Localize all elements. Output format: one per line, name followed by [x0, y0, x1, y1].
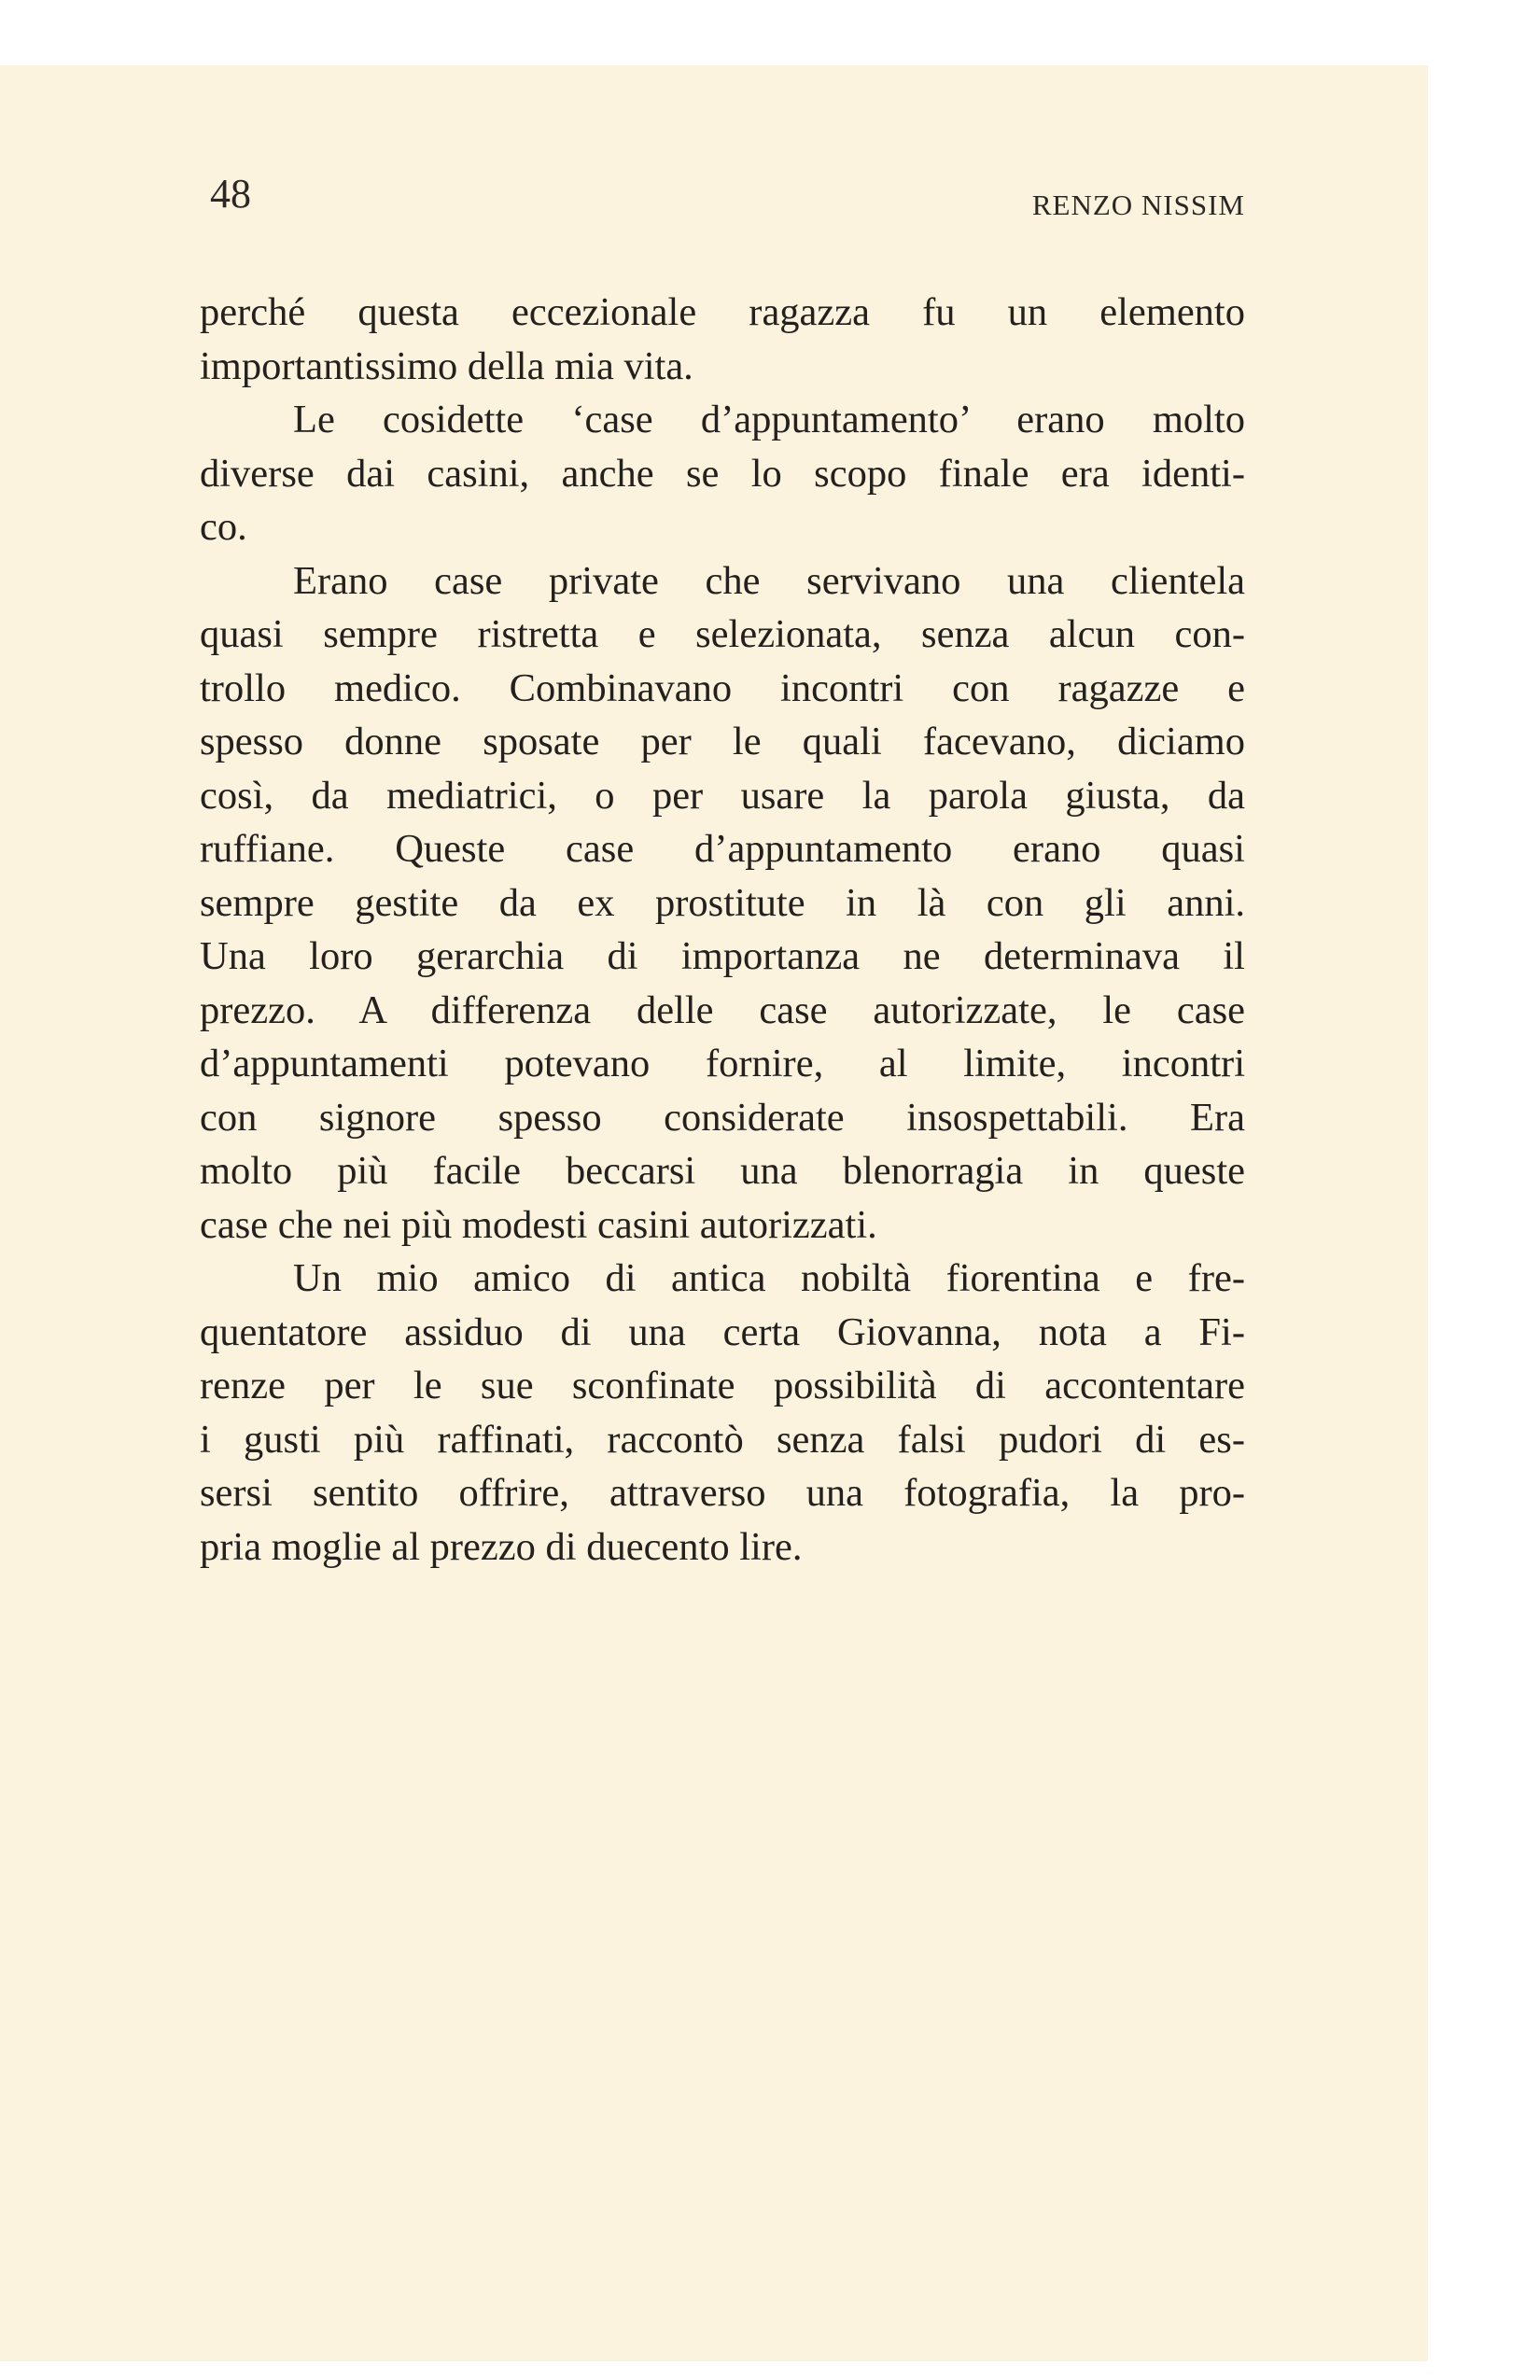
text-line: diverse dai casini, anche se lo scopo finale era identi- — [200, 451, 1245, 496]
text-line: Una loro gerarchia di importanza ne determinava il — [200, 934, 1245, 978]
body-text — [200, 286, 1245, 1574]
text-line: molto più facile beccarsi una blenorragia in queste — [200, 1149, 1245, 1193]
text-line: così, da mediatrici, o per usare la parola giusta, da — [200, 773, 1245, 818]
text-line: co. — [200, 505, 247, 549]
text-line: pria moglie al prezzo di duecento lire. — [200, 1524, 803, 1569]
text-line: Le cosidette ‘case d’appuntamento’ erano molto — [293, 398, 1245, 441]
running-head: RENZO NISSIM — [1031, 189, 1245, 221]
text-line: case che nei più modesti casini autorizzati. — [200, 1202, 877, 1247]
text-line: Un mio amico di antica nobiltà fiorentina e fre- — [293, 1256, 1245, 1300]
text-line: spesso donne sposate per le quali facevano, diciamo — [200, 720, 1245, 763]
text-line: sersi sentito offrire, attraverso una fotografia, la pro- — [200, 1471, 1245, 1515]
text-line: renze per le sue sconfinate possibilità di accontentare — [200, 1364, 1245, 1407]
text-line: sempre gestite da ex prostitute in là con gli anni. — [200, 880, 1245, 925]
paragraph — [200, 393, 1245, 554]
text-line: i gusti più raffinati, raccontò senza falsi pudori di es- — [200, 1417, 1245, 1462]
paragraph — [200, 554, 1245, 1253]
page-number: 48 — [210, 171, 251, 217]
paragraph — [200, 1252, 1245, 1574]
text-line: quasi sempre ristretta e selezionata, senza alcun con- — [200, 612, 1245, 656]
text-line: con signore spesso considerate insospettabili. Era — [200, 1095, 1245, 1140]
text-line: quentatore assiduo di una certa Giovanna, nota a Fi- — [200, 1309, 1245, 1354]
paragraph — [200, 286, 1245, 393]
text-line: d’appuntamenti potevano fornire, al limite, incontri — [200, 1042, 1245, 1085]
text-line: perché questa eccezionale ragazza fu un elemento — [200, 290, 1245, 334]
text-line: prezzo. A differenza delle case autorizzate, le case — [200, 987, 1245, 1032]
text-line: Erano case private che servivano una clientela — [293, 558, 1245, 603]
text-line: importantissimo della mia vita. — [200, 343, 693, 388]
text-line: trollo medico. Combinavano incontri con ragazze e — [200, 665, 1245, 710]
text-line: ruffiane. Queste case d’appuntamento erano quasi — [200, 827, 1245, 871]
